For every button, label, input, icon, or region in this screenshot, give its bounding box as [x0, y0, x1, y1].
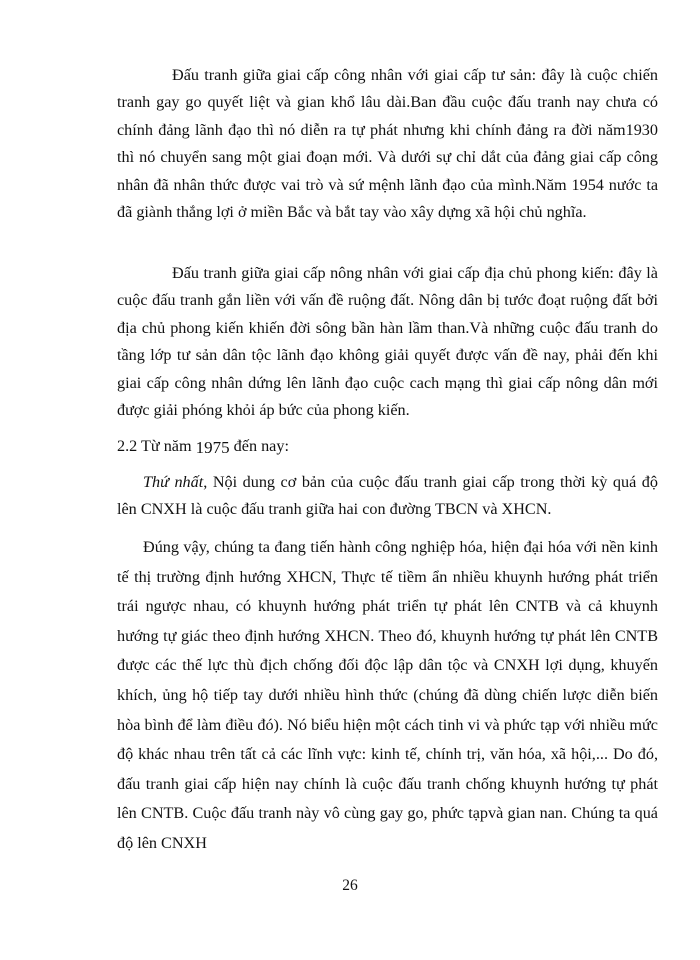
section-heading-year: 1975	[195, 438, 230, 457]
paragraph-first-point-lead: Thứ nhất	[143, 473, 204, 491]
paragraph-first-point-body: , Nội dung cơ bản của cuộc đấu tranh giai cấp trong thời kỳ quá độ lên CNXH là cuộc đấu tranh giữa hai con đường TBCN và XHCN.	[117, 473, 658, 519]
section-heading-prefix: 2.2 Từ năm	[117, 437, 196, 455]
paragraph-peasant-vs-landlord: Đấu tranh giữa giai cấp nông nhân với giai cấp địa chủ phong kiến: đây là cuộc đấu tranh gắn liền với vấn đề ruộng đất. Nông dân bị tước đoạt ruộng đất bởi địa chủ phong kiến khiến đời sông bần hàn lầm than.Và những cuộc đấu tranh do tầng lớp tư sản dân tộc lãnh đạo không giải quyết được vấn đề nay, phải đến khi giai cấp công nhân dứng lên lãnh đạo cuộc cach mạng thì giai cấp nông dân mới được giải phóng khỏi áp bức của phong kiến.	[117, 264, 658, 420]
page-number: 26	[342, 877, 358, 894]
paragraph-industrialization: Đúng vậy, chúng ta đang tiến hành công nghiệp hóa, hiện đại hóa với nền kinh tế thị trường định hướng XHCN, Thực tế tiềm ẩn nhiều khuynh hướng phát triển trái ngược nhau, có khuynh hướng phát triển tự phát lên CNTB và cả khuynh hướng tự giác theo định hướng XHCN. Theo đó, khuynh hướng tự phát lên CNTB được các thế lực thù địch chống đối độc lập dân tộc và CNXH lợi dụng, khuyến khích, ủng hộ tiếp tay dưới nhiều hình thức (chúng đã dùng chiến lược diễn biến hòa bình để làm điều đó). Nó biểu hiện một cách tinh vi và phức tạp với nhiều mức độ khác nhau trên tất cả các lĩnh vực: kinh tế, chính trị, văn hóa, xã hội,... Do đó, đấu tranh giai cấp hiện nay chính là cuộc đấu tranh chống khuynh hướng tự phát lên CNTB. Cuộc đấu tranh này vô cùng gay go, phức tạpvà gian nan. Chúng ta quá độ lên CNXH	[117, 538, 658, 852]
paragraph-first-point	[117, 469, 658, 524]
section-heading	[117, 432, 658, 460]
section-heading-suffix: đến nay:	[229, 437, 289, 455]
paragraph-worker-vs-bourgeoisie: Đấu tranh giữa giai cấp công nhân với giai cấp tư sản: đây là cuộc chiến tranh gay go quyết liệt và gian khổ lâu dài.Ban đầu cuộc đấu tranh nay chưa có chính đảng lãnh đạo thì nó diễn ra tự phát nhưng khi chính đảng ra đời năm1930 thì nó chuyển sang một giai đoạn mới. Và dưới sự chỉ dắt của đảng giai cấp công nhân đã nhân thức được vai trò và sứ mệnh lãnh đạo của mình.Năm 1954 nước ta đã giành thắng lợi ở miền Bắc và bắt tay vào xây dựng xã hội chủ nghĩa.	[117, 66, 658, 222]
